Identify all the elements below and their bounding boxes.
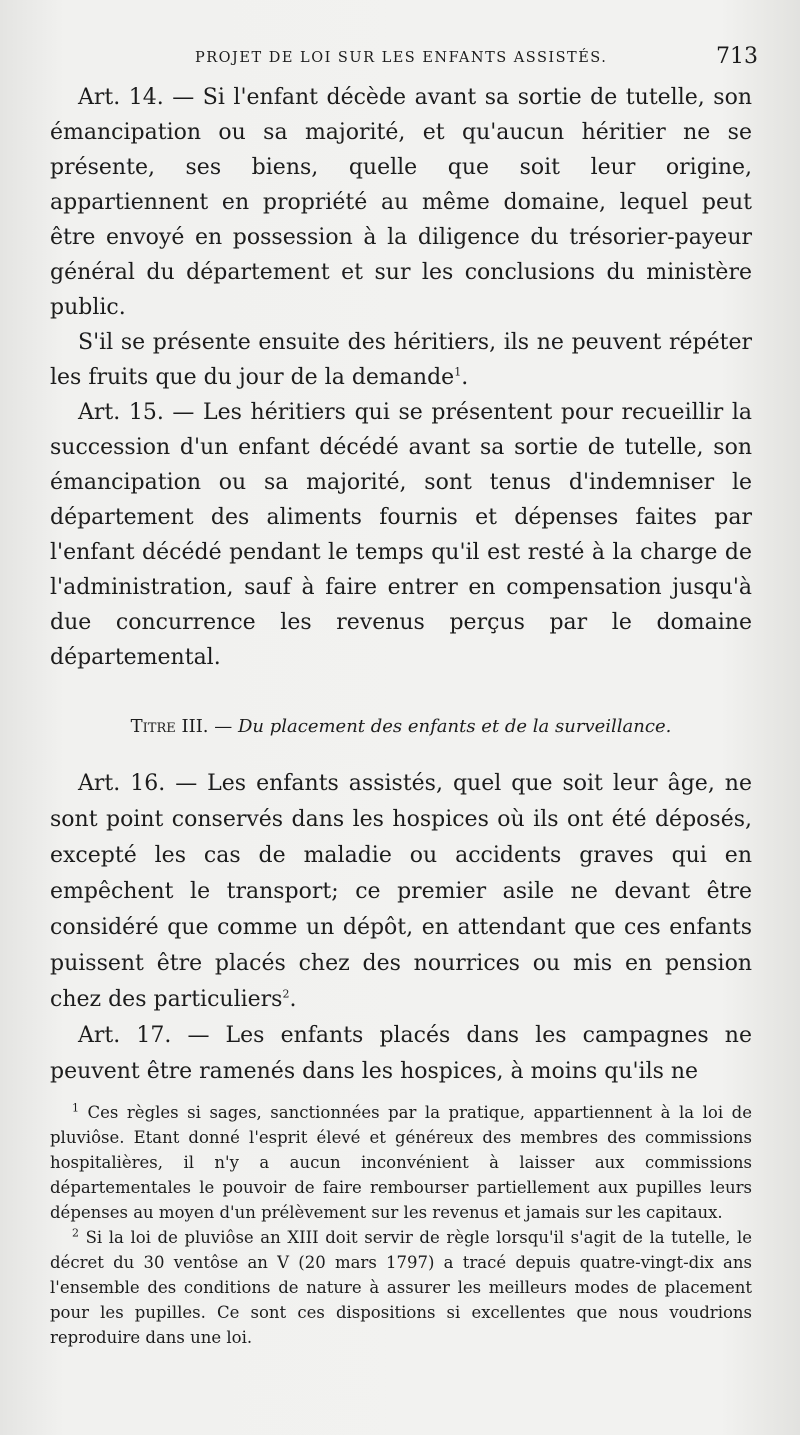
footnote-2-text: Si la loi de pluviôse an XIII doit servir de règle lorsqu'il s'agit de la tutelle, le décret du 30 ventôse an V (20 mars 1797) a tracé depuis quatre-vingt-dix ans l'ensemble des conditions de nature à assurer les meilleurs modes de placement pour les pupilles. Ce sont ces dispositions si excellentes que nous voudrions reproduire dans une loi. [50,1228,752,1347]
footnote-ref-2: 2 [282,987,290,1001]
footnotes [50,1100,752,1350]
article-15: Art. 15. — Les héritiers qui se présentent pour recueillir la succession d'un enfant décédé avant sa sortie de tutelle, son émancipation ou sa majorité, sont tenus d'indemniser le département des aliments fournis et dépenses faites par l'enfant décédé pendant le temps qu'il est resté à la charge de l'administration, sauf à faire entrer en compensation jusqu'à due concurrence les revenus perçus par le domaine départemental. [50,400,752,670]
article-14: Art. 14. — Si l'enfant décède avant sa sortie de tutelle, son émancipation ou sa majorité, et qu'aucun héritier ne se présente, ses biens, quelle que soit leur origine, appartiennent en propriété au même domaine, lequel peut être envoyé en possession à la diligence du trésorier-payeur général du département et sur les conclusions du ministère public. [50,85,752,320]
footnote-1 [50,1100,752,1225]
section-dash: — [208,716,238,737]
article-16 [50,766,752,1018]
main-text-2 [50,766,752,1090]
page-header [195,44,758,74]
article-16-text: Art. 16. — Les enfants assistés, quel que soit leur âge, ne sont point conservés dans les hospices où ils ont été déposés, excepté les cas de maladie ou accidents graves qui en empêchent le transport; ce premier asile ne devant être considéré que comme un dépôt, en attendant que ces enfants puissent être placés chez des nourrices ou mis en pension chez des particuliers [50,771,752,1012]
footnote-1-text: Ces règles si sages, sanctionnées par la pratique, appartiennent à la loi de pluviôse. Etant donné l'esprit élevé et généreux des membres des commissions hospitalières, il n'y a aucun inconvénient à laisser aux commissions départementales le pouvoir de faire rembourser partiellement aux pupilles leurs dépenses au moyen d'un prélèvement sur les revenus et jamais sur les capitaux. [50,1103,752,1222]
footnote-ref-1: 1 [454,365,462,379]
running-head: PROJET DE LOI SUR LES ENFANTS ASSISTÉS. [195,50,608,66]
punctuation: . [461,365,469,390]
main-text [50,80,752,675]
footnote-2 [50,1225,752,1350]
section-title: Du placement des enfants et de la surveillance. [237,716,672,737]
article-14-paragraph-2-text: S'il se présente ensuite des héritiers, ils ne peuvent répéter les fruits que du jour de la demande [50,330,752,390]
footnote-2-mark: 2 [72,1226,79,1240]
article-14-paragraph-2 [50,325,752,395]
section-heading [50,716,752,737]
footnote-1-mark: 1 [72,1101,79,1115]
article-17: Art. 17. — Les enfants placés dans les campagnes ne peuvent être ramenés dans les hospices, à moins qu'ils ne [50,1023,752,1084]
section-label: Titre III. [130,716,209,737]
punctuation: . [289,987,297,1012]
page-number: 713 [716,44,758,69]
